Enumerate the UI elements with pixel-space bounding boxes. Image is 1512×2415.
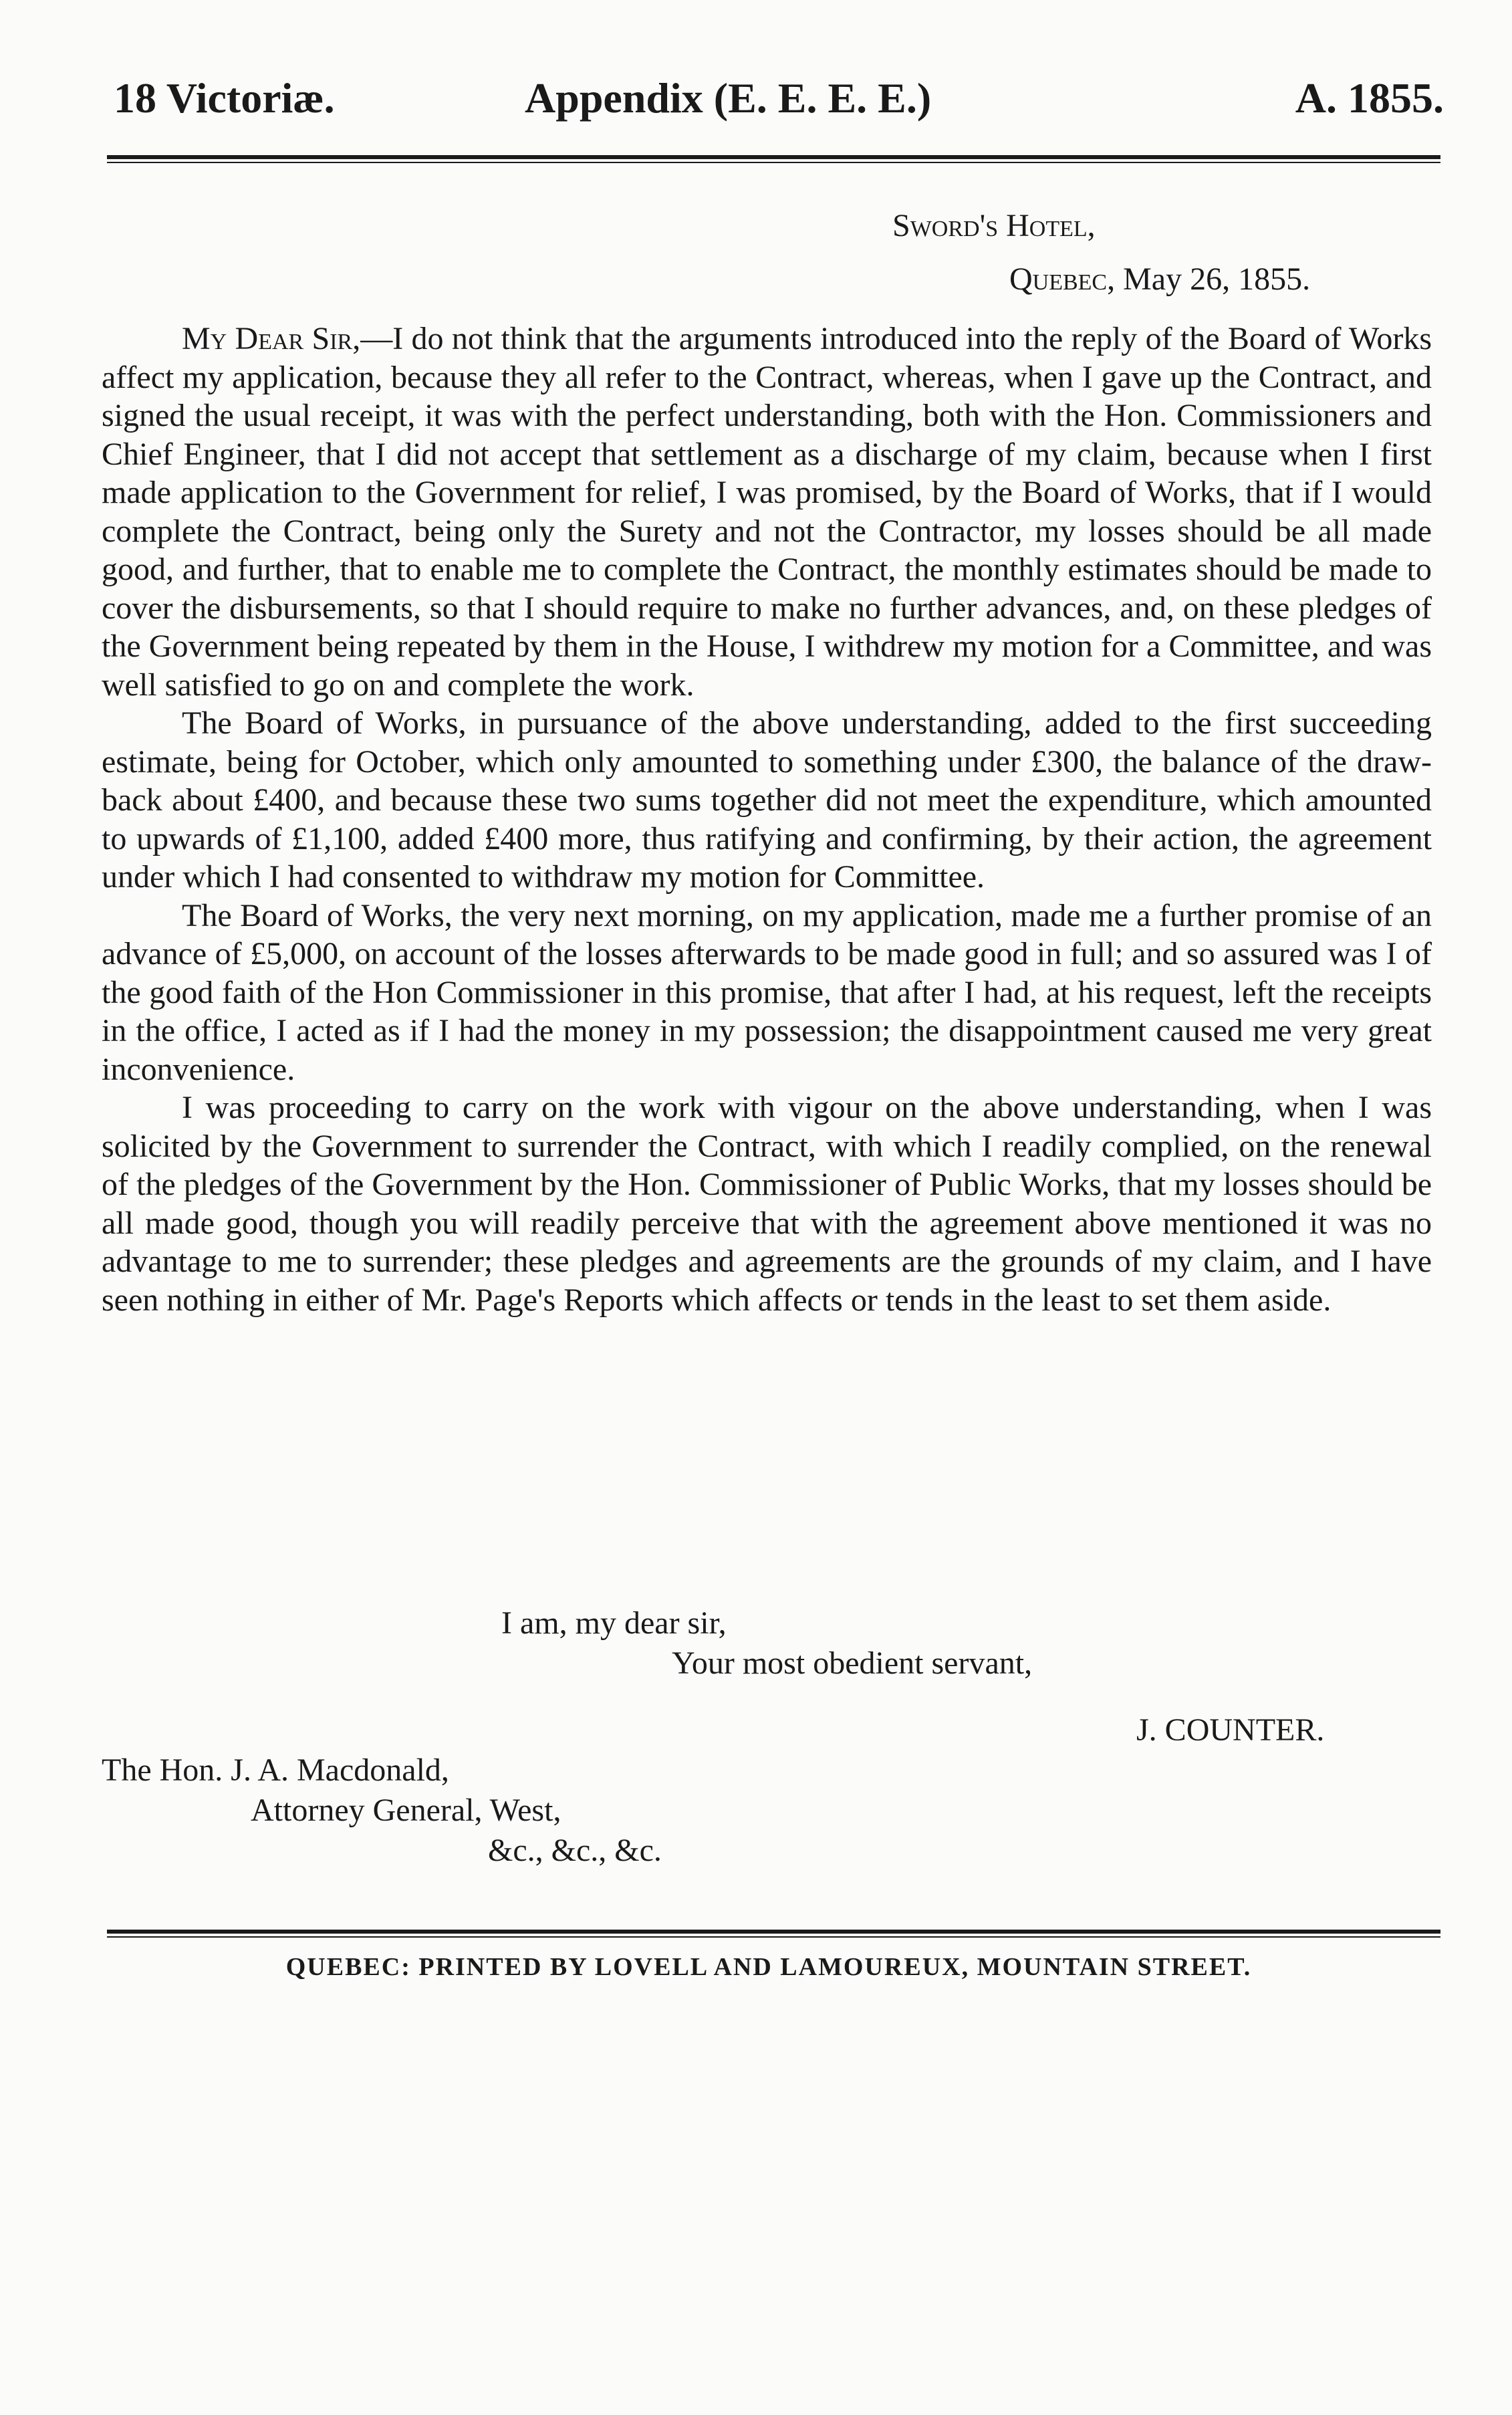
header-session: 18 Victoriæ. [114, 74, 335, 122]
paragraph-3: The Board of Works, the very next morning, on my application, made me a further promise of an advance of £5,000, on account of the losses afterwards to be made good in full; and so assured was I of the good faith of the Hon Commissioner in this promise, that after I had, at his request, left the receipts in the office, I acted as if I had the money in my possession; the disappointment caused me very great inconvenience. [102, 897, 1432, 1087]
letter-date [1009, 261, 1310, 298]
running-header [114, 74, 1444, 134]
paragraph-2: The Board of Works, in pursuance of the above understanding, added to the first succeeding estimate, being for October, which only amounted to something under £300, the balance of the draw-back about £400, and because these two sums together did not meet the expenditure, which amounted to upwards of £1,100, added £400 more, thus ratifying and confirming, by their action, the agreement under which I had consented to withdraw my motion for Committee. [102, 705, 1432, 895]
header-appendix: Appendix (E. E. E. E.) [525, 74, 932, 122]
footer-rule [107, 1930, 1440, 1938]
paragraph-1 [102, 320, 1432, 704]
complimentary-close: Your most obedient servant, [672, 1645, 1033, 1681]
letter-date-text: , May 26, 1855. [1107, 261, 1311, 297]
salutation: My Dear Sir, [182, 321, 361, 356]
header-rule [107, 155, 1440, 163]
header-year: A. 1855. [1295, 74, 1444, 122]
closing-line: I am, my dear sir, [501, 1605, 727, 1641]
letter-address: Sword's Hotel, [892, 208, 1096, 243]
letter-city: Quebec [1009, 261, 1108, 297]
addressee-title: Attorney General, West, [251, 1793, 561, 1828]
addressee-etc: &c., &c., &c. [488, 1833, 662, 1868]
paragraph-4: I was proceeding to carry on the work with vigour on the above understanding, when I was solicited by the Government to surrender the Contract, with which I readily complied, on the renewal of the pledges of the Government by the Hon. Commissioner of Public Works, that my losses should be all made good, though you will readily perceive that with the agreement above mentioned it was no advantage to me to surrender; these pledges and agreements are the grounds of my claim, and I have seen nothing in either of Mr. Page's Reports which affects or tends in the least to set them aside. [102, 1090, 1432, 1318]
addressee-name: The Hon. J. A. Macdonald, [102, 1752, 449, 1788]
letter-body [102, 320, 1432, 1319]
printer-imprint: QUEBEC: PRINTED BY LOVELL AND LAMOUREUX, MOUNTAIN STREET. [285, 1953, 1252, 1981]
paragraph-1-text: —I do not think that the arguments introduced into the reply of the Board of Works affect my application, because they all refer to the Contract, whereas, when I gave up the Contract, and signed the usual receipt, it was with the perfect understanding, both with the Hon. Commissioners and Chief Engineer, that I did not accept that settlement as a discharge of my claim, because when I first made application to the Government for relief, I was promised, by the Board of Works, that if I would complete the Contract, being only the Surety and not the Contractor, my losses should be all made good, and further, that to enable me to complete the Contract, the monthly estimates should be made to cover the disbursements, so that I should require to make no further advances, and, on these pledges of the Government being repeated by them in the House, I withdrew my motion for a Committee, and was well satisfied to go on and complete the work. [102, 321, 1432, 703]
signature: J. COUNTER. [1136, 1712, 1325, 1748]
